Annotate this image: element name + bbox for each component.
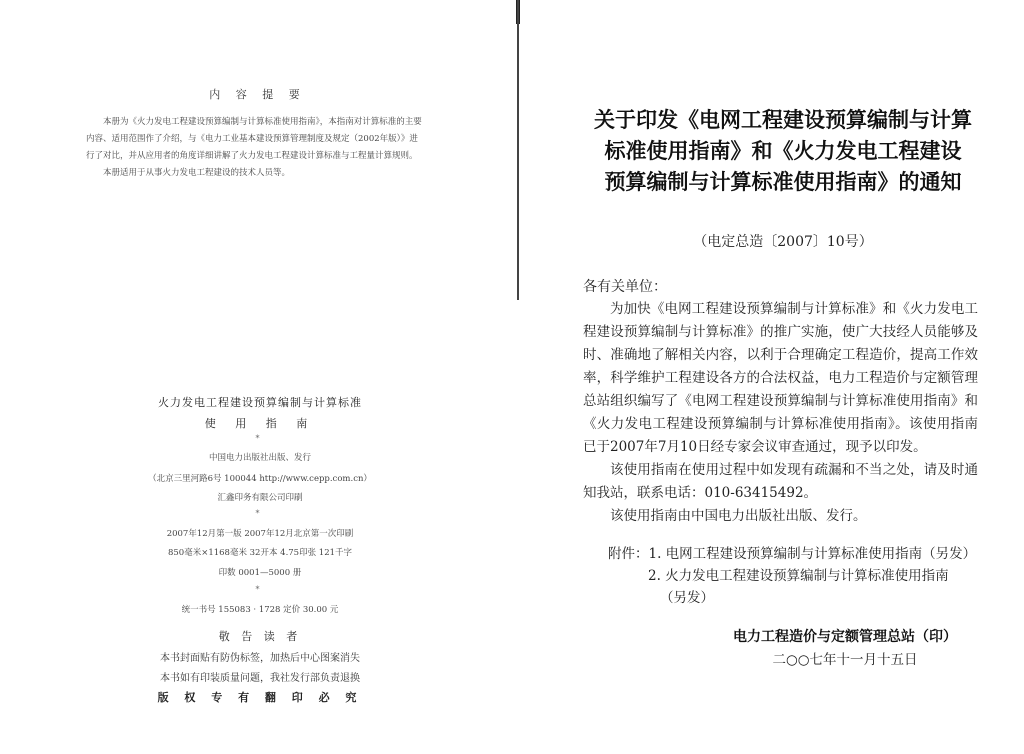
notice-body [583, 298, 978, 528]
signature-organization: 电力工程造价与定额管理总站（印） [733, 629, 957, 645]
title-line: 预算编制与计算标准使用指南》的通知 [604, 169, 962, 194]
signature-date: 二○○七年十一月十五日 [772, 652, 918, 668]
document-title [588, 104, 978, 197]
body-paragraph: 为加快《电网工程建设预算编制与计算标准》和《火力发电工程建设预算编制与计算标准》的推广实施，使广大技经人员能够及时、准确地了解相关内容，以利于合理确定工程造价，提高工作效率，科学维护工程建设各方的合法权益，电力工程造价与定额管理总站组织编写了《电网工程建设预算编制与计算标准使用指南》和《火力发电工程建设预算编制与计算标准使用指南》。该使用指南已于2007年7月10日经专家会议审查通过，现予以印发。 [583, 301, 978, 455]
attachment-item: 附件：1. 电网工程建设预算编制与计算标准使用指南（另发） [608, 546, 977, 562]
print-count: 印数 0001—5000 册 [218, 568, 302, 578]
document-number: （电定总造〔2007〕10号） [693, 234, 873, 250]
notice-title: 敬 告 读 者 [218, 630, 302, 643]
separator-mark: * [255, 434, 260, 443]
printer: 汇鑫印务有限公司印刷 [217, 493, 303, 503]
title-line: 关于印发《电网工程建设预算编制与计算 [594, 107, 972, 132]
rights-statement: 版 权 专 有 翻 印 必 究 [157, 691, 363, 704]
summary-title: 内 容 提 要 [209, 88, 306, 101]
summary-paragraph: 本册为《火力发电工程建设预算编制与计算标准使用指南》，本指南对计算标准的主要内容、适用范围作了介绍，与《电力工业基本建设预算管理制度及规定（2002年版）》进行了对比，并从应用者的角度详细讲解了火力发电工程建设计算标准与工程量计算规则。 [86, 117, 422, 161]
notice-line: 本书封面贴有防伪标签，加热后中心图案消失 [160, 653, 360, 664]
body-paragraph: 该使用指南在使用过程中如发现有疏漏和不当之处，请及时通知我站，联系电话：010-63415492。 [583, 462, 978, 501]
format-line: 850毫米×1168毫米 32开本 4.75印张 121千字 [167, 548, 353, 558]
summary-body [86, 114, 426, 182]
separator-mark: * [255, 585, 260, 594]
page-divider [517, 0, 519, 300]
attachment-item: 2. 火力发电工程建设预算编制与计算标准使用指南 [648, 568, 949, 584]
separator-mark: * [255, 509, 260, 518]
attachment-item: （另发） [660, 590, 714, 606]
isbn-price: 统一书号 155083 · 1728 定价 30.00 元 [181, 605, 339, 615]
summary-paragraph: 本册适用于从事火力发电工程建设的技术人员等。 [103, 168, 291, 178]
book-subtitle: 使 用 指 南 [204, 417, 316, 430]
book-title: 火力发电工程建设预算编制与计算标准 [158, 396, 362, 409]
body-paragraph: 该使用指南由中国电力出版社出版、发行。 [610, 508, 867, 524]
title-line: 标准使用指南》和《火力发电工程建设 [604, 138, 962, 163]
publisher: 中国电力出版社出版、发行 [208, 453, 311, 463]
publisher-address: （北京三里河路6号 100044 http://www.cepp.com.cn） [148, 474, 372, 484]
addressee: 各有关单位： [583, 279, 667, 295]
notice-line: 本书如有印装质量问题，我社发行部负责退换 [160, 673, 360, 684]
edition-line: 2007年12月第一版 2007年12月北京第一次印刷 [166, 529, 354, 539]
